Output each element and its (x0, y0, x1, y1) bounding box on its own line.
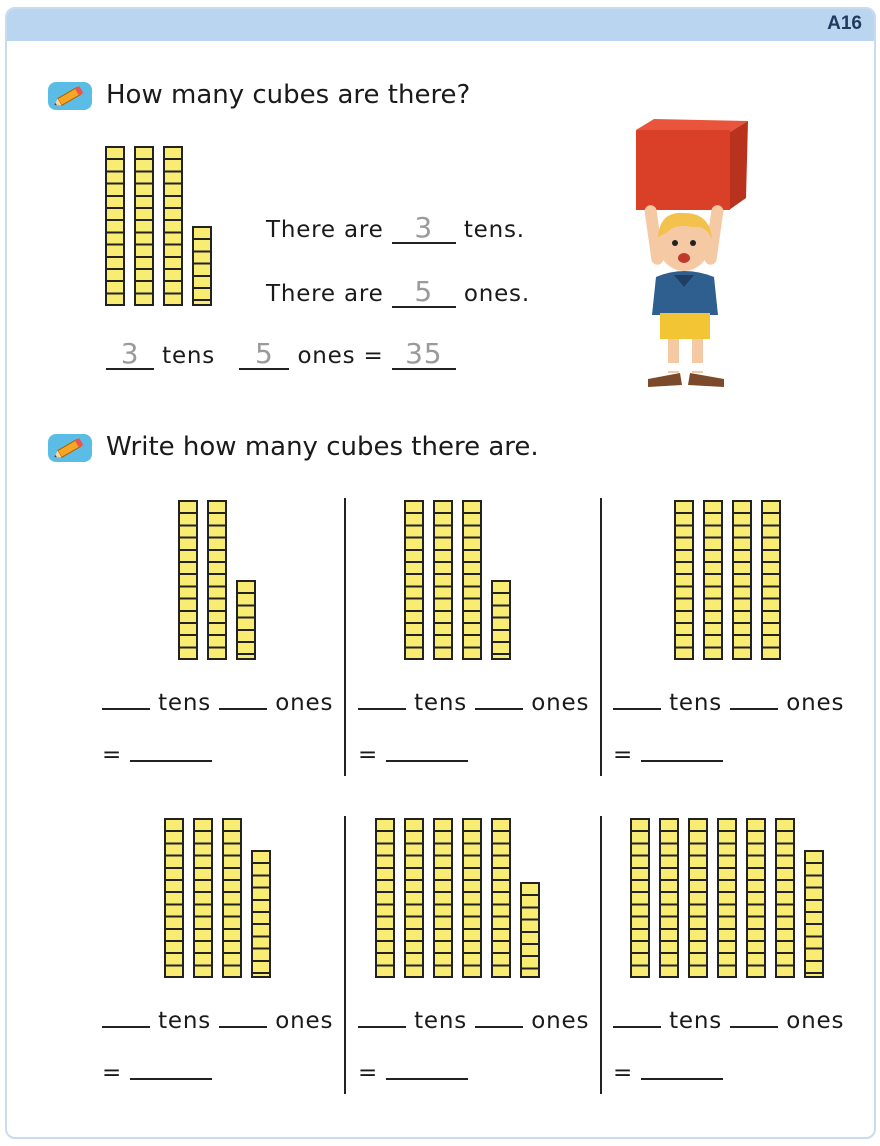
total-answer-blank[interactable] (386, 760, 468, 762)
equals-sign: = (613, 742, 642, 768)
tens-rod (105, 146, 125, 306)
tens-answer-blank[interactable] (613, 708, 661, 710)
ones-label: ones (523, 1008, 590, 1034)
total-answer-blank[interactable] (641, 1078, 723, 1080)
tens-rod (375, 818, 395, 978)
summary-ones-word: ones = (297, 343, 384, 369)
problem-tens-ones-line (358, 690, 589, 716)
tens-rod (433, 818, 453, 978)
total-answer-blank[interactable] (386, 1078, 468, 1080)
tens-rod (462, 500, 482, 660)
equals-sign: = (102, 1060, 131, 1086)
tens-answer-blank[interactable] (613, 1026, 661, 1028)
problem-total-line (102, 1060, 212, 1086)
tens-label: tens (406, 690, 476, 716)
column-divider (344, 816, 346, 1094)
tens-rod (462, 818, 482, 978)
problem-tens-ones-line (102, 690, 333, 716)
total-answer-blank[interactable] (130, 1078, 212, 1080)
tens-rod (134, 146, 154, 306)
equals-sign: = (358, 742, 387, 768)
column-divider (344, 498, 346, 776)
ones-column (804, 850, 824, 978)
ones-answer-blank[interactable] (219, 1026, 267, 1028)
pencil-icon (48, 434, 92, 462)
tens-rod (404, 500, 424, 660)
ones-label: ones (267, 1008, 334, 1034)
ones-prefix: There are (266, 281, 384, 307)
tens-label: tens (150, 1008, 220, 1034)
ones-column (236, 580, 256, 660)
problem-tens-ones-line (613, 1008, 844, 1034)
tens-rod (433, 500, 453, 660)
problem-tens-ones-line (358, 1008, 589, 1034)
column-divider (600, 816, 602, 1094)
tens-answer-blank[interactable] (358, 708, 406, 710)
boy-lifting-cube-illustration (626, 115, 756, 395)
tens-label: tens (661, 1008, 731, 1034)
ones-answer-blank[interactable] (475, 708, 523, 710)
summary-tens-blank[interactable]: 3 (106, 340, 154, 370)
page-number: A16 (827, 13, 862, 34)
tens-rod (630, 818, 650, 978)
tens-label: tens (661, 690, 731, 716)
tens-rod (674, 500, 694, 660)
tens-rod (659, 818, 679, 978)
tens-rod (717, 818, 737, 978)
tens-answer-blank[interactable]: 3 (392, 214, 456, 244)
ones-sentence (266, 275, 530, 308)
column-divider (600, 498, 602, 776)
ones-column (491, 580, 511, 660)
ones-label: ones (778, 1008, 845, 1034)
ones-answer-blank[interactable]: 5 (392, 278, 456, 308)
tens-rod (193, 818, 213, 978)
tens-rod (164, 818, 184, 978)
equals-sign: = (613, 1060, 642, 1086)
equals-sign: = (102, 742, 131, 768)
summary-tens-word: tens (162, 343, 216, 369)
tens-answer-blank[interactable] (102, 708, 150, 710)
summary-ones-blank[interactable]: 5 (239, 340, 289, 370)
tens-suffix: tens. (463, 217, 525, 243)
tens-sentence (266, 211, 525, 244)
problem-total-line (358, 742, 468, 768)
tens-rod (775, 818, 795, 978)
ones-column (251, 850, 271, 978)
summary-sentence (106, 337, 456, 370)
tens-rod (732, 500, 752, 660)
tens-rod (163, 146, 183, 306)
total-answer-blank[interactable] (130, 760, 212, 762)
tens-rod (761, 500, 781, 660)
ones-column (192, 226, 212, 306)
pencil-icon (48, 82, 92, 110)
ones-column (520, 882, 540, 978)
problem-total-line (613, 1060, 723, 1086)
ones-label: ones (267, 690, 334, 716)
tens-prefix: There are (266, 217, 384, 243)
tens-answer-blank[interactable] (102, 1026, 150, 1028)
ones-answer-blank[interactable] (219, 708, 267, 710)
tens-label: tens (406, 1008, 476, 1034)
tens-rod (178, 500, 198, 660)
tens-rod (222, 818, 242, 978)
tens-rod (703, 500, 723, 660)
tens-rod (491, 818, 511, 978)
tens-rod (207, 500, 227, 660)
total-answer-blank[interactable] (641, 760, 723, 762)
ones-label: ones (523, 690, 590, 716)
problem-tens-ones-line (613, 690, 844, 716)
instruction-2: Write how many cubes there are. (106, 432, 539, 462)
ones-label: ones (778, 690, 845, 716)
ones-answer-blank[interactable] (730, 708, 778, 710)
equals-sign: = (358, 1060, 387, 1086)
summary-total-blank[interactable]: 35 (392, 340, 456, 370)
header-bar (7, 9, 874, 41)
tens-label: tens (150, 690, 220, 716)
tens-rod (746, 818, 766, 978)
instruction-1: How many cubes are there? (106, 80, 471, 110)
tens-rod (404, 818, 424, 978)
problem-total-line (358, 1060, 468, 1086)
tens-rod (688, 818, 708, 978)
problem-total-line (102, 742, 212, 768)
ones-answer-blank[interactable] (475, 1026, 523, 1028)
problem-tens-ones-line (102, 1008, 333, 1034)
ones-answer-blank[interactable] (730, 1026, 778, 1028)
problem-total-line (613, 742, 723, 768)
ones-suffix: ones. (463, 281, 530, 307)
tens-answer-blank[interactable] (358, 1026, 406, 1028)
